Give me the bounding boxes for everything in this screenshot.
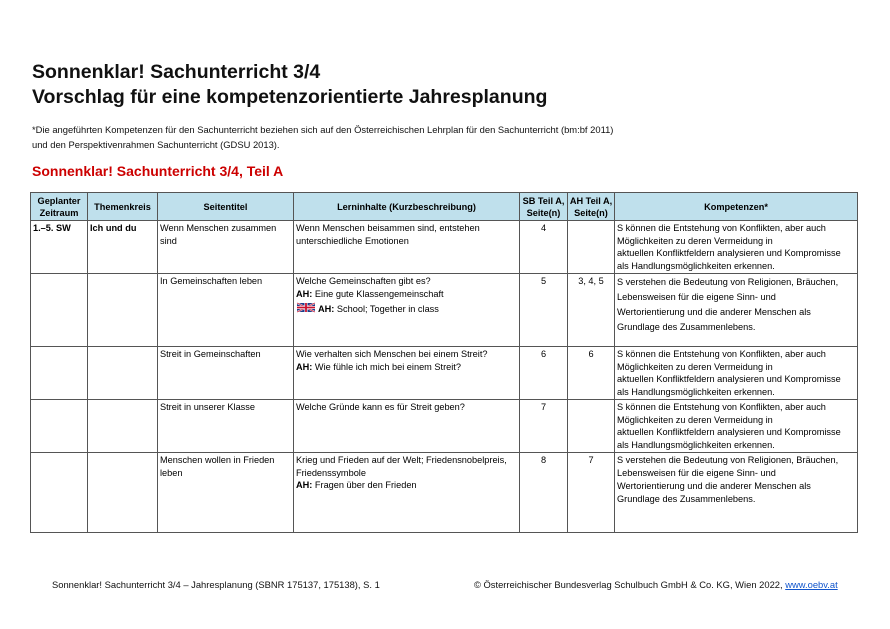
- table-row: [31, 221, 858, 274]
- cell-zeitraum: [31, 347, 88, 400]
- cell-themenkreis: [88, 347, 158, 400]
- footnote-line-1: *Die angeführten Kompetenzen für den Sachunterricht beziehen sich auf den Österreichischen Lehrplan für den Sachunterricht (bm:bf 2011): [32, 124, 614, 135]
- cell-zeitraum: [31, 453, 88, 533]
- cell-sb: 7: [520, 400, 568, 453]
- kompetenz-line: als Handlungsmöglichkeiten erkennen.: [617, 260, 775, 271]
- footer-right: [474, 578, 838, 591]
- lerninhalt-text: Wie verhalten sich Menschen bei einem Streit?: [296, 349, 488, 359]
- cell-seitentitel: Streit in Gemeinschaften: [158, 347, 294, 400]
- ah-line: [296, 361, 517, 374]
- header-zeitraum: Geplanter Zeitraum: [31, 193, 88, 221]
- ah-line-english: [296, 302, 517, 316]
- kompetenz-line: S können die Entstehung von Konflikten, aber auch: [617, 223, 826, 233]
- kompetenz-line: aktuellen Konfliktfeldern analysieren und Kompromisse: [617, 374, 841, 384]
- kompetenz-line: S verstehen die Bedeutung von Religionen, Bräuchen,: [617, 455, 839, 465]
- cell-zeitraum: [31, 400, 88, 453]
- cell-seitentitel: In Gemeinschaften leben: [158, 274, 294, 347]
- header-lerninhalte: Lerninhalte (Kurzbeschreibung): [294, 193, 520, 221]
- header-kompetenzen: Kompetenzen*: [615, 193, 858, 221]
- cell-lerninhalte: [294, 274, 520, 347]
- table-row: [31, 274, 858, 347]
- title-line-1: Sonnenklar! Sachunterricht 3/4: [32, 61, 321, 83]
- cell-sb: 6: [520, 347, 568, 400]
- footer-link[interactable]: www.oebv.at: [785, 579, 838, 590]
- cell-themenkreis: [88, 400, 158, 453]
- title-line-2: Vorschlag für eine kompetenzorientierte Jahresplanung: [32, 86, 548, 108]
- ah-text: School; Together in class: [334, 304, 439, 314]
- cell-seitentitel: Streit in unserer Klasse: [158, 400, 294, 453]
- table-row: [31, 453, 858, 533]
- kompetenz-line: als Handlungsmöglichkeiten erkennen.: [617, 386, 775, 397]
- cell-lerninhalte: Wenn Menschen beisammen sind, entstehen unterschiedliche Emotionen: [294, 221, 520, 274]
- cell-ah: [568, 400, 615, 453]
- header-themenkreis: Themenkreis: [88, 193, 158, 221]
- table-row: [31, 400, 858, 453]
- lerninhalt-text: Krieg und Frieden auf der Welt; Friedensnobelpreis, Friedenssymbole: [296, 455, 507, 478]
- table-row: [31, 347, 858, 400]
- cell-themenkreis: [88, 274, 158, 347]
- cell-sb: 8: [520, 453, 568, 533]
- kompetenz-line: S können die Entstehung von Konflikten, aber auch: [617, 402, 826, 412]
- kompetenz-line: Lebensweisen für die eigene Sinn- und: [617, 468, 776, 478]
- cell-seitentitel: Menschen wollen in Frieden leben: [158, 453, 294, 533]
- footnote: [32, 122, 862, 152]
- ah-label: AH:: [296, 288, 313, 299]
- kompetenz-line: Möglichkeiten zu deren Vermeidung in: [617, 361, 773, 372]
- kompetenz-line: S verstehen die Bedeutung von Religionen, Bräuchen,: [617, 277, 839, 287]
- cell-kompetenzen: [615, 347, 858, 400]
- cell-themenkreis: Ich und du: [88, 221, 158, 274]
- table-header-row: [31, 193, 858, 221]
- kompetenz-line: aktuellen Konfliktfeldern analysieren und Kompromisse: [617, 248, 841, 258]
- ah-label: AH:: [318, 304, 335, 314]
- ah-line: [296, 288, 517, 301]
- cell-kompetenzen: [615, 400, 858, 453]
- cell-kompetenzen: [615, 274, 858, 347]
- cell-lerninhalte: Welche Gründe kann es für Streit geben?: [294, 400, 520, 453]
- kompetenz-line: S können die Entstehung von Konflikten, aber auch: [617, 349, 826, 359]
- cell-lerninhalte: [294, 347, 520, 400]
- kompetenz-line: Möglichkeiten zu deren Vermeidung in: [617, 414, 773, 425]
- cell-themenkreis: [88, 453, 158, 533]
- ah-text: Fragen über den Frieden: [312, 480, 417, 490]
- cell-kompetenzen: [615, 453, 858, 533]
- cell-seitentitel: Wenn Menschen zusammen sind: [158, 221, 294, 274]
- kompetenz-line: Grundlage des Zusammenlebens.: [617, 494, 756, 504]
- footnote-line-2: und den Perspektivenrahmen Sachunterricht (GDSU 2013).: [32, 139, 280, 150]
- cell-ah: 3, 4, 5: [568, 274, 615, 347]
- kompetenz-line: Lebensweisen für die eigene Sinn- und: [617, 292, 776, 302]
- kompetenz-line: aktuellen Konfliktfeldern analysieren und Kompromisse: [617, 427, 841, 437]
- planning-table: [30, 192, 858, 533]
- cell-ah: 6: [568, 347, 615, 400]
- cell-zeitraum: 1.–5. SW: [31, 221, 88, 274]
- cell-zeitraum: [31, 274, 88, 347]
- kompetenz-line: Grundlage des Zusammenlebens.: [617, 322, 756, 332]
- lerninhalt-text: Welche Gemeinschaften gibt es?: [296, 276, 431, 286]
- ah-text: Eine gute Klassengemeinschaft: [312, 288, 444, 299]
- ah-line: [296, 479, 517, 492]
- cell-lerninhalte: [294, 453, 520, 533]
- header-ah: AH Teil A, Seite(n): [568, 193, 615, 221]
- kompetenz-line: Wertorientierung und die anderer Menschen als: [617, 307, 811, 317]
- footer-left: Sonnenklar! Sachunterricht 3/4 – Jahresplanung (SBNR 175137, 175138), S. 1: [52, 579, 380, 590]
- kompetenz-line: Möglichkeiten zu deren Vermeidung in: [617, 235, 773, 246]
- header-sb: SB Teil A, Seite(n): [520, 193, 568, 221]
- ah-label: AH:: [296, 480, 313, 490]
- ah-label: AH:: [296, 361, 313, 372]
- uk-flag-icon: [297, 302, 315, 313]
- cell-ah: 7: [568, 453, 615, 533]
- header-seitentitel: Seitentitel: [158, 193, 294, 221]
- kompetenz-line: Wertorientierung und die anderer Menschen als: [617, 481, 811, 491]
- kompetenz-line: als Handlungsmöglichkeiten erkennen.: [617, 439, 775, 450]
- cell-sb: 4: [520, 221, 568, 274]
- cell-ah: [568, 221, 615, 274]
- section-title: Sonnenklar! Sachunterricht 3/4, Teil A: [32, 163, 284, 179]
- cell-kompetenzen: [615, 221, 858, 274]
- document-title: [32, 60, 547, 110]
- ah-text: Wie fühle ich mich bei einem Streit?: [312, 361, 461, 372]
- footer-copyright: © Österreichischer Bundesverlag Schulbuch GmbH & Co. KG, Wien 2022,: [474, 579, 786, 590]
- cell-sb: 5: [520, 274, 568, 347]
